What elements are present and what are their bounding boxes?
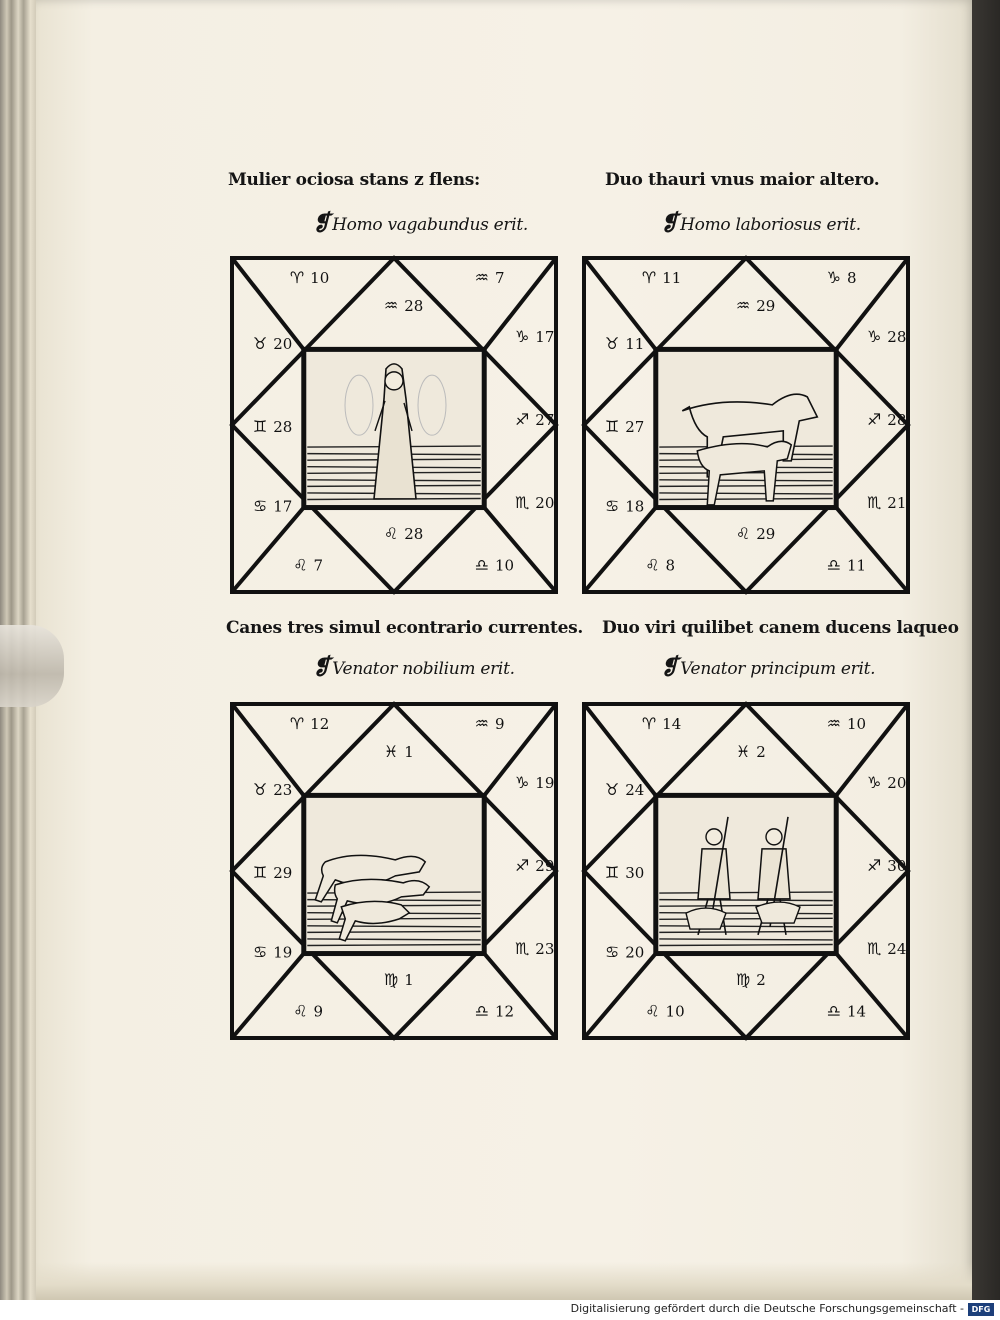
horoscope-svg: [578, 698, 914, 1044]
zodiac-sign-icon: ♈: [641, 714, 657, 734]
house-degree: 1: [404, 742, 414, 761]
paragraph-mark-icon: ❡: [660, 210, 679, 236]
house-label: [867, 493, 906, 512]
house-label: [867, 773, 906, 792]
panel-2-subheading: [660, 210, 861, 236]
zodiac-sign-icon: ♏: [866, 493, 882, 513]
house-degree: 10: [494, 556, 515, 575]
panel-4-subheading: [660, 654, 875, 680]
paragraph-mark-icon: ❡: [312, 654, 331, 680]
house-degree: 28: [273, 417, 293, 436]
house-degree: 10: [846, 715, 867, 734]
page-bottom-edge: [36, 1262, 976, 1300]
house-label: [515, 493, 554, 512]
house-degree: 29: [756, 296, 776, 315]
house-label: [253, 497, 292, 516]
house-degree: 12: [494, 1002, 515, 1021]
house-label: [867, 410, 906, 429]
zodiac-sign-icon: ♒: [474, 714, 489, 734]
horoscope-chart-2: [578, 252, 914, 598]
zodiac-sign-icon: ♑: [866, 772, 882, 792]
horoscope-chart-3: [226, 698, 562, 1044]
horoscope-svg: [226, 252, 562, 598]
house-label: [253, 943, 292, 962]
house-label: [384, 296, 423, 315]
house-degree: 2: [756, 742, 766, 761]
house-label: [642, 268, 681, 287]
panel-2-subheading-text: Homo laboriosus erit.: [680, 215, 861, 235]
zodiac-sign-icon: ♍: [735, 970, 751, 990]
horoscope-chart-1: [226, 252, 562, 598]
paragraph-mark-icon: ❡: [312, 210, 331, 236]
house-degree: 28: [404, 296, 424, 315]
house-degree: 11: [625, 334, 645, 353]
house-label: [827, 714, 866, 733]
house-label: [827, 555, 866, 574]
zodiac-sign-icon: ♈: [289, 714, 305, 734]
two-oxen-icon: [657, 351, 834, 506]
zodiac-sign-icon: ♑: [514, 326, 530, 346]
house-degree: 8: [846, 269, 857, 288]
house-degree: 7: [313, 556, 324, 575]
panel-3-subheading-text: Venator nobilium erit.: [332, 659, 515, 679]
woman-standing-crying-icon: [305, 351, 482, 506]
house-degree: 18: [625, 497, 645, 516]
zodiac-sign-icon: ♋: [252, 942, 268, 962]
zodiac-sign-icon: ♈: [641, 268, 657, 288]
funding-note: Digitalisierung gefördert durch die Deutsche Forschungsgemeinschaft -: [570, 1302, 964, 1315]
footer-bar: [0, 1300, 1000, 1320]
horoscope-chart-4: [578, 698, 914, 1044]
panel-1-heading: Mulier ociosa stans z flens:: [228, 170, 481, 190]
zodiac-sign-icon: ♊: [604, 862, 620, 882]
house-degree: 8: [665, 556, 676, 575]
house-label: [645, 1001, 684, 1020]
house-label: [293, 555, 323, 574]
house-label: [253, 334, 292, 353]
house-degree: 24: [625, 780, 645, 799]
house-degree: 23: [535, 940, 555, 959]
zodiac-sign-icon: ♓: [735, 741, 751, 761]
house-label: [605, 863, 644, 882]
zodiac-sign-icon: ♏: [514, 939, 530, 959]
house-label: [736, 524, 775, 543]
bookmark-tab: [0, 625, 64, 707]
house-label: [605, 497, 644, 516]
house-degree: 28: [887, 411, 907, 429]
house-degree: 17: [535, 327, 555, 346]
zodiac-sign-icon: ♑: [826, 268, 841, 288]
house-degree: 28: [404, 525, 424, 544]
house-label: [253, 863, 292, 882]
house-degree: 21: [887, 494, 907, 513]
panel-1-subheading-text: Homo vagabundus erit.: [332, 215, 529, 235]
house-label: [645, 555, 675, 574]
house-label: [475, 1001, 514, 1020]
zodiac-sign-icon: ♉: [252, 333, 268, 353]
zodiac-sign-icon: ♌: [293, 555, 308, 575]
house-label: [475, 268, 505, 287]
zodiac-sign-icon: ♎: [826, 1001, 841, 1021]
house-degree: 29: [273, 863, 293, 882]
house-degree: 29: [535, 857, 555, 875]
house-degree: 20: [273, 334, 293, 353]
house-label: [827, 1001, 866, 1020]
panel-1-subheading: [312, 210, 528, 236]
house-label: [290, 268, 329, 287]
house-label: [515, 939, 554, 958]
zodiac-sign-icon: ♋: [252, 496, 268, 516]
zodiac-sign-icon: ♊: [604, 416, 620, 436]
zodiac-sign-icon: ♌: [735, 524, 751, 544]
house-label: [475, 555, 514, 574]
zodiac-sign-icon: ♉: [252, 779, 268, 799]
zodiac-sign-icon: ♌: [293, 1001, 308, 1021]
zodiac-sign-icon: ♐: [514, 856, 530, 875]
panel-3-heading: Canes tres simul econtrario currentes.: [226, 618, 583, 638]
zodiac-sign-icon: ♍: [383, 970, 399, 990]
house-degree: 12: [310, 715, 330, 734]
zodiac-sign-icon: ♌: [645, 1001, 660, 1021]
house-degree: 1: [404, 971, 414, 990]
house-degree: 2: [756, 971, 766, 990]
zodiac-sign-icon: ♑: [514, 772, 530, 792]
house-degree: 17: [273, 497, 293, 516]
dfg-logo: DFG: [968, 1303, 994, 1316]
house-label: [827, 268, 857, 287]
zodiac-sign-icon: ♑: [866, 326, 882, 346]
zodiac-sign-icon: ♏: [866, 939, 882, 959]
zodiac-sign-icon: ♒: [474, 268, 489, 288]
house-label: [867, 939, 906, 958]
house-degree: 10: [665, 1002, 685, 1021]
house-label: [605, 943, 644, 962]
house-degree: 30: [887, 857, 907, 875]
zodiac-sign-icon: ♎: [474, 555, 489, 575]
book-gutter-shadow: [972, 0, 1000, 1300]
house-degree: 14: [662, 715, 682, 734]
zodiac-sign-icon: ♏: [514, 493, 530, 513]
house-degree: 20: [535, 494, 555, 513]
house-degree: 7: [494, 269, 505, 288]
zodiac-sign-icon: ♒: [735, 295, 751, 315]
house-label: [736, 296, 775, 315]
house-degree: 11: [662, 269, 682, 288]
panel-2-heading: Duo thauri vnus maior altero.: [605, 170, 880, 190]
house-degree: 10: [310, 269, 330, 288]
house-degree: 9: [494, 715, 505, 734]
house-label: [475, 714, 505, 733]
house-label: [293, 1001, 323, 1020]
zodiac-sign-icon: ♐: [866, 410, 882, 429]
zodiac-sign-icon: ♋: [604, 496, 620, 516]
zodiac-sign-icon: ♓: [383, 741, 399, 761]
house-label: [867, 856, 906, 875]
paragraph-mark-icon: ❡: [660, 654, 679, 680]
house-label: [515, 773, 554, 792]
house-label: [384, 970, 414, 989]
house-label: [736, 970, 766, 989]
two-hunters-with-dogs-icon: [657, 797, 834, 952]
zodiac-sign-icon: ♈: [289, 268, 305, 288]
house-degree: 30: [625, 863, 645, 882]
house-label: [253, 417, 292, 436]
zodiac-sign-icon: ♋: [604, 942, 620, 962]
house-degree: 19: [273, 943, 293, 962]
house-label: [736, 742, 766, 761]
zodiac-sign-icon: ♉: [604, 333, 620, 353]
house-label: [384, 524, 423, 543]
zodiac-sign-icon: ♐: [866, 856, 882, 875]
house-degree: 27: [625, 417, 645, 436]
zodiac-sign-icon: ♉: [604, 779, 620, 799]
zodiac-sign-icon: ♎: [474, 1001, 489, 1021]
house-label: [605, 334, 644, 353]
house-degree: 27: [535, 411, 555, 429]
zodiac-sign-icon: ♌: [383, 524, 399, 544]
house-label: [867, 327, 906, 346]
zodiac-sign-icon: ♊: [252, 862, 268, 882]
book-page: [36, 0, 976, 1300]
three-running-dogs-icon: [305, 797, 482, 952]
house-degree: 29: [756, 525, 776, 544]
house-degree: 24: [887, 940, 907, 959]
house-degree: 20: [887, 773, 907, 792]
house-label: [253, 780, 292, 799]
house-degree: 14: [846, 1002, 867, 1021]
panel-4-subheading-text: Venator principum erit.: [680, 659, 876, 679]
house-degree: 23: [273, 780, 293, 799]
house-label: [384, 742, 414, 761]
zodiac-sign-icon: ♊: [252, 416, 268, 436]
zodiac-sign-icon: ♒: [826, 714, 841, 734]
house-label: [515, 327, 554, 346]
house-degree: 20: [625, 943, 645, 962]
zodiac-sign-icon: ♌: [645, 555, 660, 575]
house-label: [605, 780, 644, 799]
house-label: [605, 417, 644, 436]
house-degree: 11: [846, 556, 867, 575]
zodiac-sign-icon: ♒: [383, 295, 399, 315]
zodiac-sign-icon: ♎: [826, 555, 841, 575]
house-degree: 28: [887, 327, 907, 346]
panel-4-heading: Duo viri quilibet canem ducens laqueo: [602, 618, 959, 638]
panel-3-subheading: [312, 654, 515, 680]
zodiac-sign-icon: ♐: [514, 410, 530, 429]
house-degree: 9: [313, 1002, 324, 1021]
house-label: [515, 856, 554, 875]
house-label: [515, 410, 554, 429]
horoscope-svg: [226, 698, 562, 1044]
house-label: [290, 714, 329, 733]
house-label: [642, 714, 681, 733]
horoscope-svg: [578, 252, 914, 598]
house-degree: 19: [535, 773, 555, 792]
